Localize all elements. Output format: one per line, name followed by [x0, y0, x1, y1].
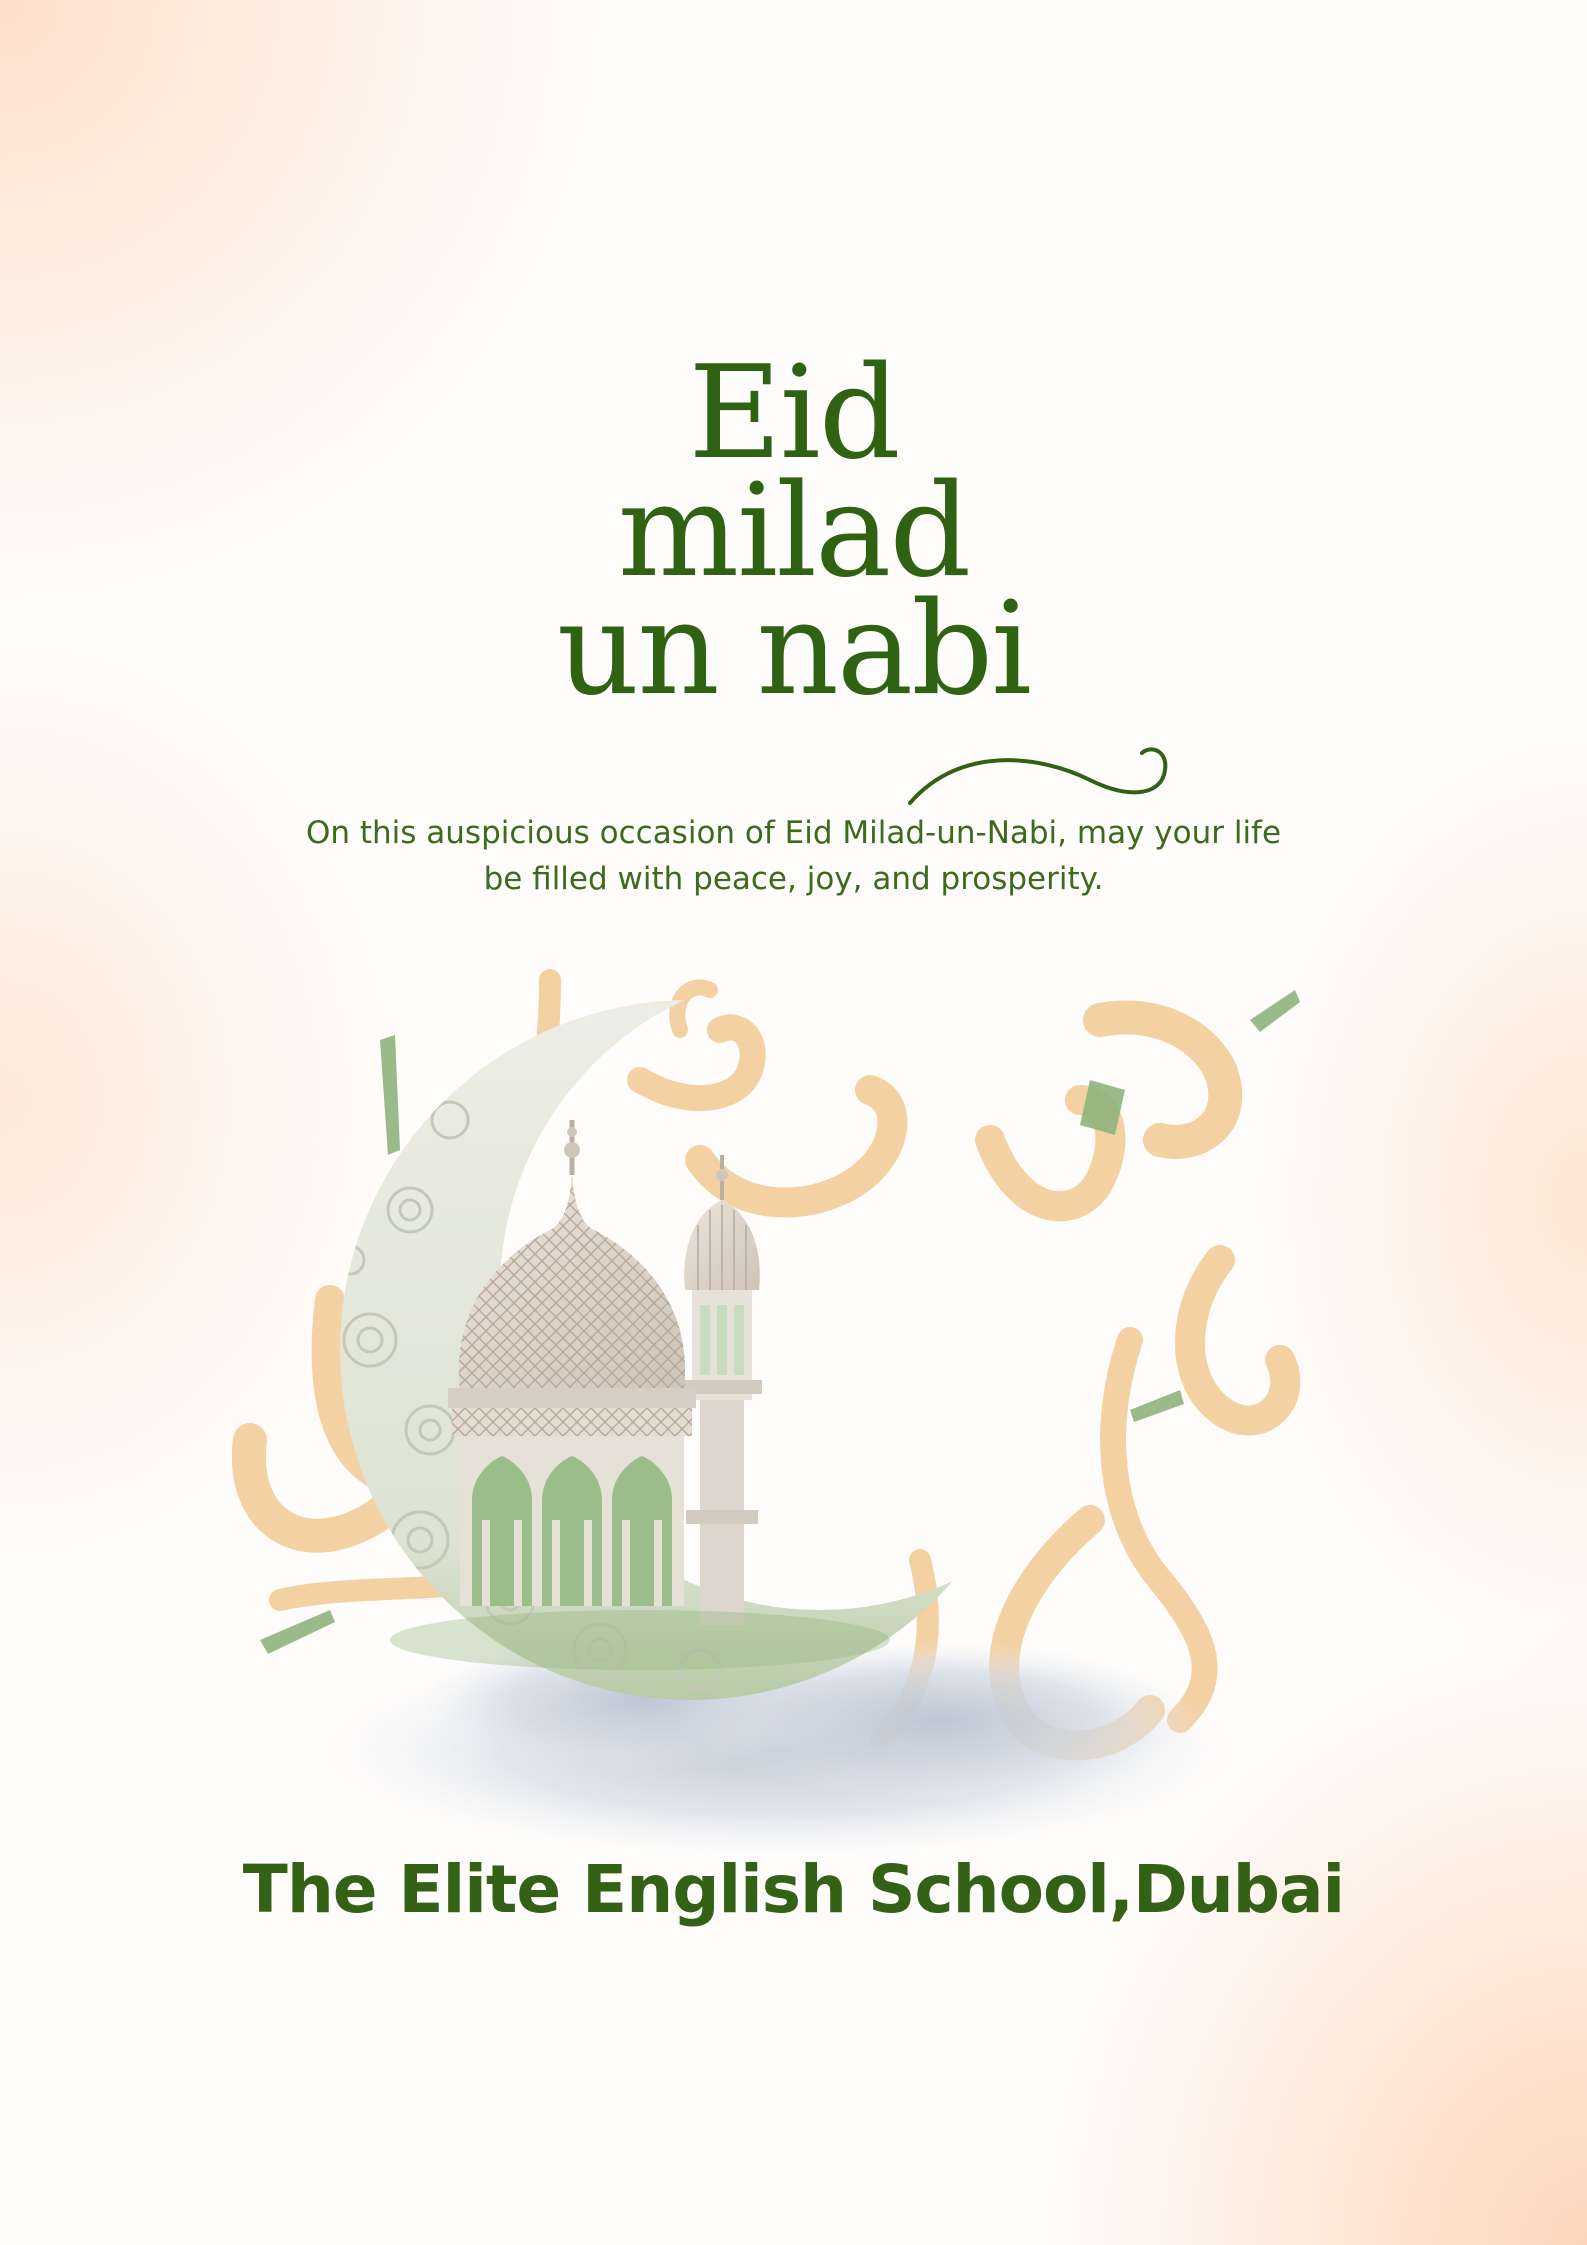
- title-line-milad: milad: [617, 457, 970, 606]
- decorative-swash-icon: [900, 725, 1180, 815]
- school-name: The Elite English School,Dubai: [242, 1851, 1345, 1928]
- title-line-eid: Eid: [688, 339, 899, 488]
- greeting-message: On this auspicious occasion of Eid Milad-un-Nabi, may your life be filled with peace, joy, and prosperity.: [305, 815, 1282, 897]
- page-title: [0, 339, 1587, 724]
- crescent-mosque-illustration: [220, 960, 1370, 1860]
- title-line-un-nabi: un nabi: [556, 575, 1031, 724]
